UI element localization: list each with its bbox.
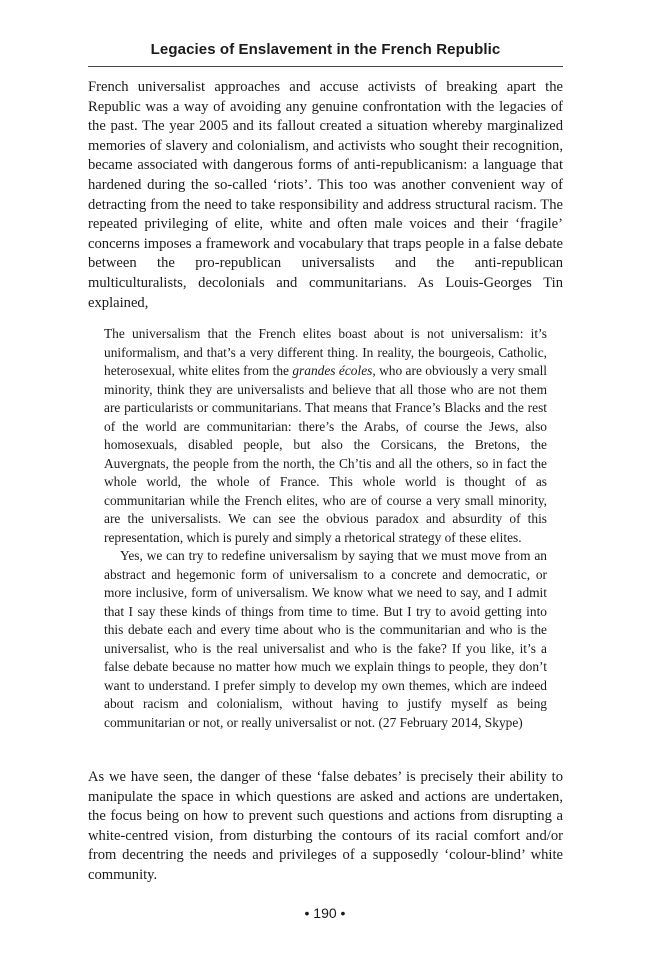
block-quote-paragraph-1 <box>104 325 547 547</box>
block-quote-paragraph-2: Yes, we can try to redefine universalism by saying that we must move from an abstract and hegemonic form of universalism to a concrete and democratic, or more inclusive, form of universalism. We know what we need to say, and I admit that I say these kinds of things from time to time. But I try to avoid getting into this debate each and every time about who is the communitarian and who is the universalist, who is the real universalist and who is the fake? If you like, it’s a false debate because no matter how much we explain things to people, they don’t want to understand. I prefer simply to develop my own themes, which are indeed about racism and colonialism, without having to justify myself as being communitarian or not, or really universalist or not. (27 February 2014, Skype) <box>104 548 547 730</box>
body-paragraph-1: French universalist approaches and accuse activists of breaking apart the Republic was a way of avoiding any genuine confrontation with the legacies of the past. The year 2005 and its fallout created a situation whereby marginalized memories of slavery and colonialism, and activists who sought their recognition, became associated with dangerous forms of anti-republicanism: a language that hardened during the so-called ‘riots’. This too was another convenient way of detracting from the need to take responsibility and address structural racism. The repeated privileging of elite, white and often male voices and their ‘fragile’ concerns imposes a framework and vocabulary that traps people in a false debate between the pro-republican universalists and the anti-republican multiculturalists, decolonials and communitarians. As Louis-Georges Tin explained, <box>88 79 563 311</box>
body-paragraph-2: As we have seen, the danger of these ‘false debates’ is precisely their ability to manipulate the space in which questions are asked and actions are undertaken, the focus being on how to prevent such questions and actions from disrupting a white-centred vision, from disturbing the contours of its racial comfort and/or from decentring the needs and privileges of a supposedly ‘colour-blind’ white community. <box>88 769 563 883</box>
quote-italic-term: grandes écoles <box>292 363 373 378</box>
quote-text-start: The universalism that the French elites boast about is not universalism: it’s uniformalism, and that’s a very different thing. In reality, the bourgeois, Catholic, heterosexual, white elites from the <box>104 326 547 378</box>
page-number: • 190 • <box>304 905 346 921</box>
quote-text-rest: , who are obviously a very small minority, think they are universalists and believe that all those who are not them are particularists or communitarians. That means that France’s Blacks and the rest of the world are communitarian: there’s the Arabs, of course the Jews, also homosexuals, disabled people, but also the Corsicans, the Bretons, the Auvergnats, the people from the north, the Ch’tis and all the others, so in fact the whole world, the whole of France. This whole world is thought of as communitarian while the French elites, who are of course a very small minority, are the universalists. We can see the obvious paradox and absurdity of this representation, which is purely and simply a rhetorical strategy of these elites. <box>104 363 548 545</box>
block-quote <box>104 325 547 732</box>
running-header: Legacies of Enslavement in the French Republic <box>150 41 501 58</box>
header-rule <box>88 66 563 67</box>
